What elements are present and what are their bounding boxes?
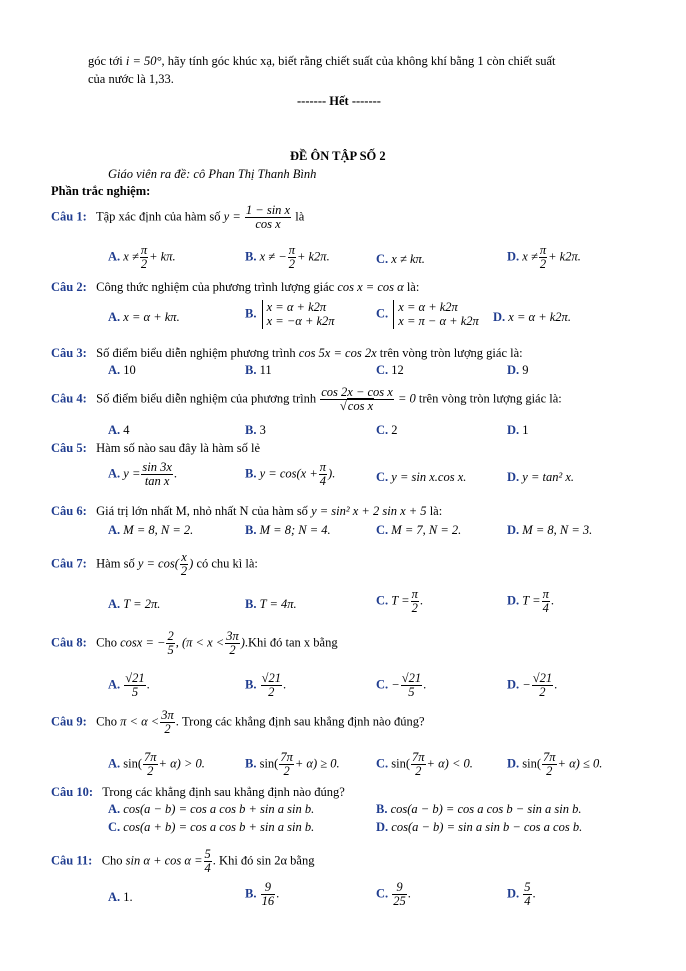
q11-option-c[interactable]: C. $\frac{9}{25}$ .	[376, 880, 411, 909]
frac-den: cos x	[255, 217, 281, 232]
math: y =	[123, 466, 141, 481]
frac-den: 5	[167, 643, 174, 658]
frac-num: √21	[401, 671, 422, 685]
math: M = 8, N = 2.	[123, 523, 194, 537]
option-label: B.	[245, 306, 257, 321]
math: , (π < x <	[175, 635, 225, 650]
frac-num: 9	[261, 881, 276, 895]
question-tail: là:	[406, 280, 420, 294]
option-label: B.	[245, 523, 257, 537]
q11-option-d[interactable]: D. $\frac{5}{4}$ .	[507, 880, 536, 909]
intro-text-2: , hãy tính góc khúc xạ, biết rằng chiết suất của không khí bằng 1 còn chiết suất	[161, 54, 556, 68]
math: cos(a − b) = cos a cos b − sin a sin b.	[390, 802, 582, 816]
math: + α) > 0.	[158, 756, 205, 771]
frac-den: 2	[288, 257, 295, 272]
math: cosx = −	[120, 635, 166, 650]
math: y = cos(x +	[259, 466, 318, 481]
question-text: Số điểm biểu diễn nghiệm phương trình	[96, 346, 296, 360]
q10-option-b[interactable]	[376, 802, 582, 817]
intro-line-1	[88, 54, 556, 69]
q2-option-d[interactable]	[493, 310, 571, 325]
math: cos(a − b) = sin a sin b − cos a cos b.	[391, 820, 583, 834]
question-label: Câu 10:	[51, 785, 94, 799]
frac-den: 4	[542, 601, 549, 616]
q10-option-c[interactable]	[108, 820, 314, 835]
q2-option-a[interactable]	[108, 310, 180, 325]
intro-line-2: của nước là 1,33.	[88, 72, 174, 86]
q6-option-b[interactable]	[245, 523, 331, 538]
question-label: Câu 11:	[51, 853, 93, 868]
frac-num: 7π	[543, 750, 556, 764]
math: + α) ≥ 0.	[294, 756, 340, 771]
frac-num: π	[288, 243, 295, 257]
frac-den: 2	[283, 764, 290, 779]
q7-option-b[interactable]	[245, 597, 297, 612]
q7-option-c[interactable]: C. T = $\frac{\pi}{2}$ .	[376, 587, 423, 616]
option-label: A.	[108, 423, 121, 437]
math: x ≠	[522, 249, 538, 264]
intro-text: góc tới	[88, 54, 123, 68]
math: = 0	[397, 391, 416, 406]
question-tail: là:	[429, 504, 443, 518]
question-tail: có chu kì là:	[196, 556, 258, 571]
q2-option-b[interactable]	[245, 300, 335, 329]
frac-num: π	[542, 587, 549, 601]
frac-num: 9	[392, 881, 407, 895]
frac-den: 5	[131, 685, 139, 700]
question-label: Câu 7:	[51, 556, 87, 571]
option-label: C.	[376, 677, 389, 692]
frac-num: 7π	[144, 750, 157, 764]
frac-num: π	[140, 243, 148, 257]
q1-option-c[interactable]	[376, 252, 425, 267]
frac-den: 5	[408, 685, 415, 700]
math: cos 5x = cos 2x	[298, 346, 377, 360]
question-2	[51, 280, 419, 295]
option-label: B.	[245, 886, 257, 901]
bracket-line: x = π − α + k2π	[398, 314, 479, 329]
option-text: 3	[259, 423, 266, 437]
math: sin(	[259, 756, 279, 771]
frac-den: 2	[147, 764, 154, 779]
q2-option-c[interactable]	[376, 300, 479, 329]
q5-option-b[interactable]	[245, 461, 335, 488]
q7-option-d[interactable]: D. T = $\frac{\pi}{4}$ .	[507, 587, 554, 616]
option-label: D.	[507, 363, 520, 377]
question-label: Câu 2:	[51, 280, 87, 294]
option-text: 10	[123, 363, 136, 377]
frac-num: 1 − sin x	[245, 203, 291, 217]
question-7	[51, 551, 258, 578]
question-text: Tập xác định của hàm số	[95, 209, 221, 224]
math: )	[240, 635, 245, 650]
page-title: ĐỀ ÔN TẬP SỐ 2	[290, 149, 386, 163]
option-label: B.	[245, 756, 257, 771]
frac-den: 2	[268, 685, 275, 700]
q10-option-a[interactable]	[108, 802, 314, 817]
question-9	[51, 709, 425, 736]
math: + α) < 0.	[426, 756, 473, 771]
frac-num: 5	[204, 847, 211, 861]
frac-num: 7π	[412, 750, 425, 764]
q11-option-b[interactable]: B. $\frac{9}{16}$ .	[245, 880, 280, 909]
math: sin(	[391, 756, 411, 771]
q6-option-d[interactable]	[507, 523, 592, 538]
math: cos(a + b) = cos a cos b + sin a sin b.	[123, 820, 315, 834]
question-label: Câu 8:	[51, 635, 87, 650]
option-label: A.	[108, 249, 121, 264]
question-8	[51, 630, 338, 657]
q8-option-b[interactable]: B. $\frac{√21}{2}$ .	[245, 671, 287, 700]
option-text: 4	[123, 423, 130, 437]
math: T = 2π.	[123, 597, 161, 611]
option-label: B.	[245, 423, 257, 437]
q6-option-c[interactable]	[376, 523, 461, 538]
option-label: D.	[507, 886, 520, 901]
math: x ≠ kπ.	[391, 252, 425, 266]
math: x ≠	[123, 249, 139, 264]
option-text: 1	[522, 423, 529, 437]
option-label: B.	[376, 802, 388, 816]
q6-option-a[interactable]	[108, 523, 193, 538]
math: M = 7, N = 2.	[391, 523, 462, 537]
math: x = α + k2π.	[508, 310, 571, 324]
question-label: Câu 5:	[51, 441, 87, 455]
question-tail: . Khi đó sin 2α bằng	[212, 853, 315, 868]
math: sin α + cos α =	[125, 853, 203, 868]
question-text: Cho	[96, 714, 117, 729]
math: cos(a − b) = cos a cos b + sin a sin b.	[123, 802, 315, 816]
frac-num: x	[181, 550, 187, 564]
q7-option-a[interactable]	[108, 597, 160, 612]
option-label: A.	[108, 802, 121, 816]
q8-option-d[interactable]: D. − $\frac{√21}{2}$ .	[507, 671, 558, 700]
option-text: 2	[391, 423, 398, 437]
math: −	[522, 677, 531, 692]
q3-option-b[interactable]	[245, 363, 272, 378]
question-tail: .Khi đó tan x bằng	[244, 635, 338, 650]
frac-den: 2	[415, 764, 422, 779]
option-label: C.	[376, 252, 389, 266]
frac-num: π	[539, 243, 547, 257]
option-text: 11	[259, 363, 272, 377]
q8-option-a[interactable]: A. $\frac{√21}{5}$ .	[108, 671, 150, 700]
option-label: A.	[108, 523, 121, 537]
frac-den: 4	[204, 861, 211, 876]
frac-num: √21	[261, 671, 281, 685]
math: cos x = cos α	[337, 280, 404, 294]
question-text: Cho	[101, 853, 123, 868]
math: y = sin² x + 2 sin x + 5	[311, 504, 427, 518]
bracket-line: x = α + k2π	[266, 300, 327, 314]
option-label: B.	[245, 363, 257, 377]
frac-den: 25	[393, 894, 406, 909]
frac-den: 4	[319, 474, 327, 489]
math: )	[189, 556, 194, 571]
option-label: B.	[245, 597, 257, 611]
question-text: Trong các khẳng định sau khẳng định nào đúng?	[102, 785, 345, 799]
option-text: 1.	[123, 890, 133, 904]
frac-den: 2	[539, 685, 546, 700]
option-label: C.	[376, 306, 389, 321]
end-mark: ------- Hết -------	[297, 94, 381, 108]
question-label: Câu 6:	[51, 504, 87, 518]
frac-num: cos 2x − cos x	[321, 385, 393, 399]
option-label: D.	[507, 470, 520, 484]
option-label: D.	[507, 523, 520, 537]
option-label: C.	[376, 423, 389, 437]
option-label: C.	[376, 470, 389, 484]
question-label: Câu 9:	[51, 714, 87, 729]
math: ).	[328, 466, 336, 481]
math: + α) ≤ 0.	[557, 756, 603, 771]
math: + k2π.	[296, 249, 330, 264]
q1-option-a[interactable]	[108, 244, 176, 271]
option-label: C.	[108, 820, 121, 834]
option-label: D.	[507, 756, 520, 771]
option-label: C.	[376, 593, 389, 608]
frac-num: √21	[532, 671, 553, 685]
option-label: D.	[507, 249, 520, 264]
bracket-line: x = α + k2π	[398, 300, 458, 314]
option-label: C.	[376, 363, 389, 377]
frac-den: 2	[140, 257, 148, 272]
question-text: Số điểm biểu diễn nghiệm của phương trình	[96, 391, 317, 406]
frac-den: cos x	[347, 399, 374, 414]
frac-num: 5	[524, 880, 531, 894]
option-text: 9	[522, 363, 529, 377]
q4-option-a[interactable]	[108, 423, 130, 438]
math: π < α <	[120, 714, 160, 729]
question-6	[51, 504, 442, 519]
math: x ≠ −	[259, 249, 287, 264]
option-label: A.	[108, 756, 121, 771]
q4-option-b[interactable]	[245, 423, 266, 438]
question-text: Giá trị lớn nhất M, nhỏ nhất N của hàm số	[96, 504, 308, 518]
math: T =	[522, 593, 541, 608]
question-5	[51, 441, 260, 456]
option-text: 12	[391, 363, 404, 377]
math: + k2π.	[548, 249, 581, 264]
option-label: D.	[376, 820, 389, 834]
q4-option-d[interactable]	[507, 423, 529, 438]
math: y = cos(	[137, 556, 179, 571]
option-label: D.	[493, 310, 506, 324]
math: M = 8, N = 3.	[522, 523, 593, 537]
q5-option-a[interactable]: A. y = $\frac{\sin 3x}{\text{tan x}}$ .	[108, 460, 178, 489]
frac-num: 7π	[280, 750, 293, 764]
option-label: B.	[245, 249, 257, 264]
frac-num: 2	[167, 629, 174, 643]
frac-num: sin 3x	[142, 460, 172, 474]
q8-option-c[interactable]: C. − $\frac{√21}{5}$ .	[376, 671, 427, 700]
question-tail: . Trong các khẳng định sau khẳng định nào đúng?	[175, 714, 425, 729]
question-10	[51, 785, 345, 800]
frac-den: 2	[180, 564, 188, 579]
frac-den: 2	[539, 257, 547, 272]
q9-option-c[interactable]	[376, 751, 473, 778]
frac-den: 2	[411, 601, 418, 616]
frac-num: √21	[125, 671, 145, 685]
frac-num: π	[319, 460, 327, 474]
intro-math: i = 50°	[125, 54, 162, 68]
option-label: B.	[245, 677, 257, 692]
question-1	[51, 204, 304, 231]
option-label: D.	[507, 423, 520, 437]
question-tail: trên vòng tròn lượng giác là:	[379, 346, 523, 360]
question-text: Cho	[96, 635, 117, 650]
frac-num: 3π	[226, 629, 239, 643]
option-label: C.	[376, 523, 389, 537]
q9-option-a[interactable]	[108, 751, 205, 778]
question-label: Câu 3:	[51, 346, 87, 360]
q3-option-c[interactable]	[376, 363, 404, 378]
option-label: D.	[507, 593, 520, 608]
option-label: A.	[108, 363, 121, 377]
q3-option-d[interactable]	[507, 363, 529, 378]
q4-option-c[interactable]	[376, 423, 398, 438]
teacher-line: Giáo viên ra đề: cô Phan Thị Thanh Bình	[108, 167, 317, 181]
frac-den: 2	[229, 643, 236, 658]
math: M = 8; N = 4.	[259, 523, 331, 537]
option-label: A.	[108, 890, 121, 904]
math: −	[391, 677, 400, 692]
option-label: D.	[507, 677, 520, 692]
q1-option-b[interactable]	[245, 244, 330, 271]
math: T = 4π.	[259, 597, 297, 611]
frac-num: 3π	[161, 708, 174, 722]
q9-option-d[interactable]	[507, 751, 602, 778]
option-label: A.	[108, 466, 121, 481]
question-4: Câu 4: Số điểm biểu diễn nghiệm của phương trình $\frac{\text{cos 2x − cos x}}{\text{√cos x}}$ = 0 trên vòng tròn lượng giác là:	[51, 385, 562, 414]
question-text: Hàm số	[96, 556, 135, 571]
math: x = α + kπ.	[123, 310, 180, 324]
math: T =	[391, 593, 410, 608]
frac-num: π	[411, 587, 418, 601]
q5-option-c[interactable]	[376, 470, 466, 485]
question-3	[51, 346, 523, 361]
q3-option-a[interactable]	[108, 363, 136, 378]
option-label: A.	[108, 310, 121, 324]
frac-den: 2	[164, 722, 171, 737]
q9-option-b[interactable]	[245, 751, 340, 778]
math: + kπ.	[149, 249, 176, 264]
question-label: Câu 4:	[51, 391, 87, 406]
question-text: Hàm số nào sau đây là hàm số lẻ	[96, 441, 261, 455]
question-11	[51, 848, 314, 875]
frac-den: 16	[261, 894, 275, 909]
q5-option-d[interactable]	[507, 470, 574, 485]
question-label: Câu 1:	[51, 209, 87, 224]
math: y =	[223, 209, 241, 224]
math: y = sin x.cos x.	[391, 470, 467, 484]
math: sin(	[522, 756, 542, 771]
math: y = tan² x.	[522, 470, 575, 484]
option-label: B.	[245, 466, 257, 481]
q1-option-d[interactable]	[507, 244, 581, 271]
q11-option-a[interactable]	[108, 890, 133, 905]
question-tail: trên vòng tròn lượng giác là:	[418, 391, 562, 406]
section-title: Phần trắc nghiệm:	[51, 184, 151, 198]
q10-option-d[interactable]	[376, 820, 582, 835]
option-label: C.	[376, 886, 389, 901]
frac-den: 4	[524, 894, 531, 909]
math: sin(	[123, 756, 143, 771]
frac-den: tan x	[144, 474, 170, 489]
frac-den: 2	[546, 764, 553, 779]
question-text: Công thức nghiệm của phương trình lượng giác	[96, 280, 335, 294]
option-label: A.	[108, 677, 121, 692]
option-label: A.	[108, 597, 121, 611]
question-tail: là	[295, 209, 305, 224]
option-label: C.	[376, 756, 389, 771]
bracket-line: x = −α + k2π	[266, 314, 335, 329]
